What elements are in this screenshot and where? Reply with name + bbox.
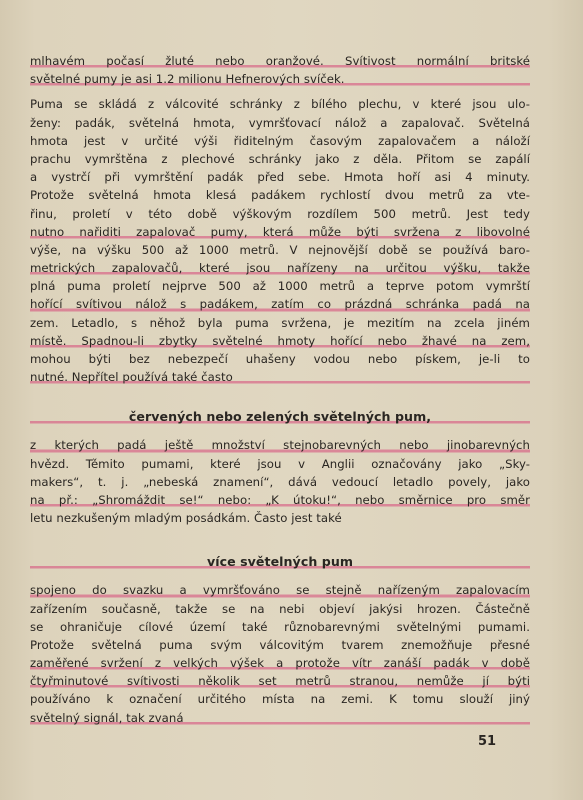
text-line: výše, na výšku 500 až 1000 metrů. V nejnovější době se používá baro- [30,242,530,257]
text-line: prachu vymrštěna z plechové schránky jako z děla. Přitom se zapálí [30,151,530,166]
text-line: ženy: padák, světelná hmota, vymršťovací nálož a zapalovač. Světelná [30,115,530,130]
page-number: 51 [478,734,497,749]
paragraph-intro [30,52,530,88]
text-line: používáno k označení určitého místa na zemi. K tomu slouží jiný [30,692,530,707]
text-line: Puma se skládá z válcovité schránky z bílého plechu, v které jsou ulo- [30,97,530,112]
text-line: zařízením současně, takže se na nebi objeví jakýsi hrozen. Částečně [30,601,530,616]
text-line: světelné pumy je asi 1.2 milionu Hefnerových svíček. [30,70,530,88]
text-line: nutné. Nepřítel používá také často [30,368,530,386]
text-line: světelný signál, tak zvaná [30,709,530,727]
text-line: nutno nařiditi zapalovač pumy, která může býti svržena z libovolné [30,223,530,241]
text-line: mlhavém počasí žluté nebo oranžové. Svítivost normální britské [30,52,530,70]
text-line: hmota jest v určité výši řiditelným časovým zapalovačem a náloží [30,133,530,148]
text-line: metrických zapalovačů, které jsou nařízeny na určitou výšku, takže [30,259,530,277]
paragraph-cluster [30,581,530,727]
text-line: mohou býti bez nebezpečí uhašeny vodou nebo pískem, je-li to [30,352,530,366]
body-text [30,52,530,727]
text-line: a vystrčí při vymrštění padák před sebe. Hmota hoří asi 4 minuty. [30,170,530,185]
text-line: zaměřené svržení z velkých výšek a protože vítr zanáší padák v době [30,654,530,672]
text-line: na př.: „Shromáždit se!“ nebo: „K útoku!“, nebo směrnice pro směr [30,491,530,509]
text-line: letu nezkušeným mladým posádkám. Často jest také [30,511,342,526]
text-line: hořící svítivou nálož s padákem, zatím co prázdná schránka padá na [30,295,530,313]
paragraph-skymakers [30,436,530,527]
section-heading-multiple-pumps: více světelných pum [30,553,530,571]
text-line: Protože světelná puma svým válcovitým tvarem znemožňuje přesné [30,637,530,652]
text-line: plná puma proletí nejprve 500 až 1000 metrů a teprve potom vymrští [30,279,530,294]
text-line: řinu, proletí v této době výškovým rozdílem 500 metrů. Jest tedy [30,206,530,221]
text-line: hvězd. Těmito pumami, které jsou v Anglii označovány jako „Sky- [30,456,530,471]
section-heading-red-green-pumps: červených nebo zelených světelných pum, [30,408,530,426]
text-line: z kterých padá ještě množství stejnobarevných nebo jinobarevných [30,436,530,454]
text-line: makers“, t. j. „nebeská znamení“, dává vedoucí letadlo povely, jako [30,474,530,489]
text-line: čtyřminutové svítivosti několik set metrů stranou, nemůže jí býti [30,672,530,690]
text-line: Protože světelná hmota klesá padákem rychlostí dvou metrů za vte- [30,188,530,203]
text-line: se ohraničuje cílové území také různobarevnými světelnými pumami. [30,619,530,634]
text-line: zem. Letadlo, s něhož byla puma svržena, je mezitím na zcela jiném [30,315,530,330]
text-line: spojeno do svazku a vymršťováno se stejně nařízeným zapalovacím [30,581,530,599]
text-line: místě. Spadnou-li zbytky světelné hmoty hořící nebo žhavé na zem, [30,332,530,350]
paragraph-pump-description [30,95,530,386]
